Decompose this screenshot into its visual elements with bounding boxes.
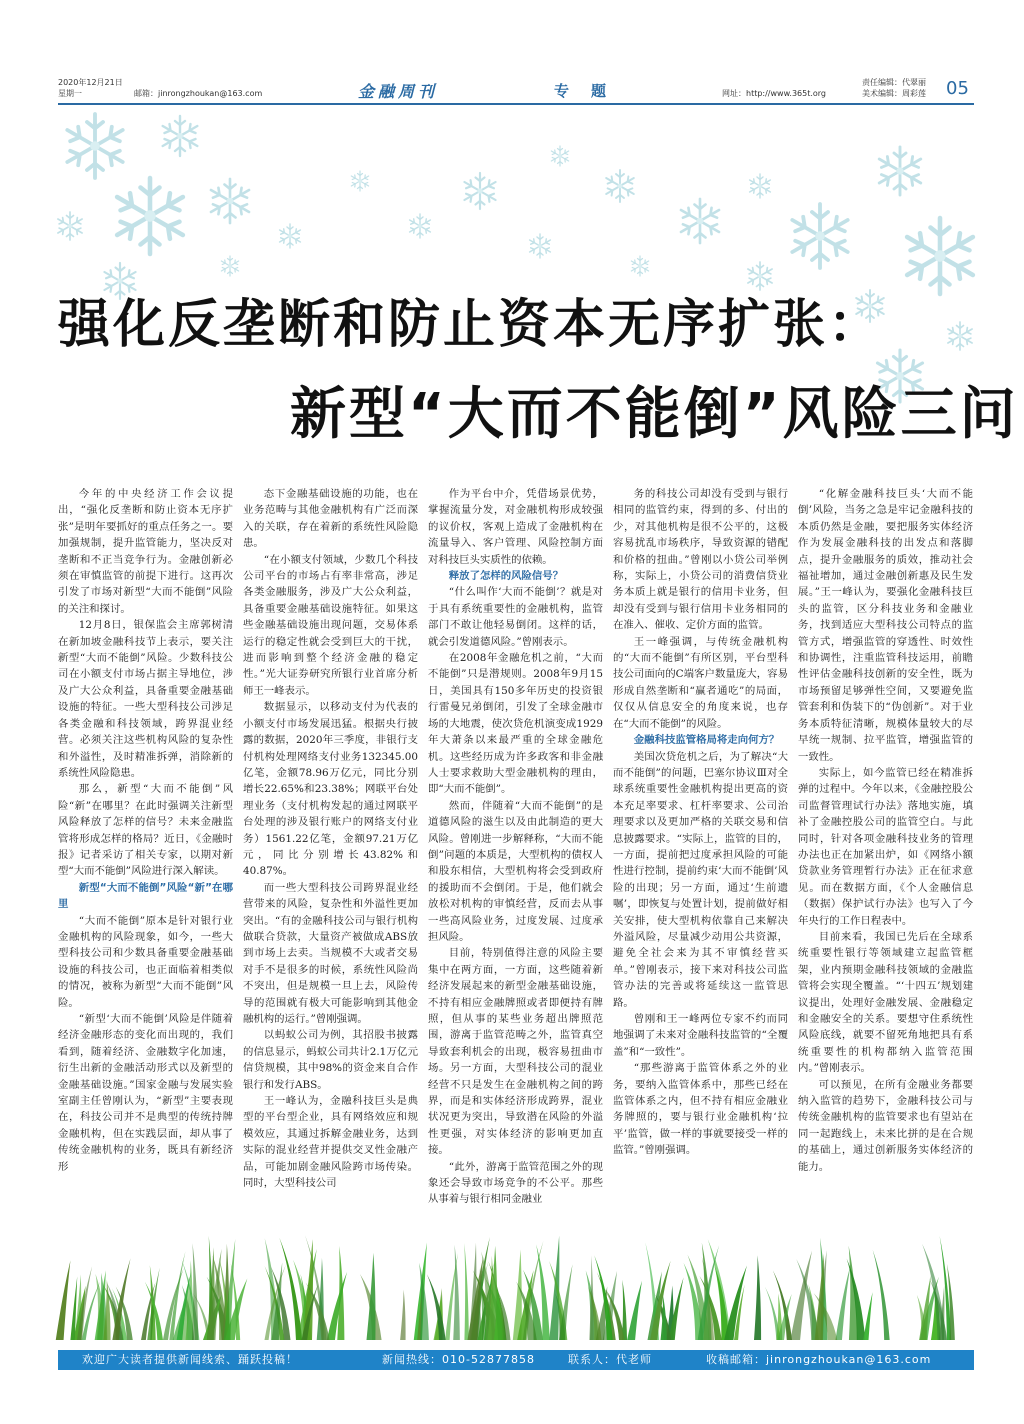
article-paragraph: 实际上，如今监管已经在精准拆弹的过程中。今年以来，《金融控股公司监督管理试行办法》落地实施，填补了金融控股公司的监管空白。与此同时，针对各项金融科技业务的管理办法也正在加紧出炉，如《网络小额贷款业务管理暂行办法》正在征求意见。而在数据方面，《个人金融信息（数据）保护试行办法》也写入了今年央行的工作日程表中。 [798,766,973,927]
article-paragraph: 数据显示，以移动支付为代表的小额支付市场发展迅猛。根据央行披露的数据，2020年三季度，非银行支付机构处理网络支付业务132345.00亿笔，金额78.96万亿元，同比分别增长22.65%和23.38%；网联平台处理业务（支付机构发起的通过网联平台处理的涉及银行账户的网络支付业务）1561.22亿笔，金额97.21万亿元，同比分别增长43.82%和40.87%。 [243,701,418,878]
article-paragraph: 务的科技公司却没有受到与银行相同的监管约束，得到的多、付出的少，对其他机构是很不公平的，这极容易扰乱市场秩序，导致资源的错配和价格的扭曲。”曾刚以小贷公司举例称，实际上，小贷公司的消费信贷业务本质上就是银行的信用卡业务，但却没有受到与银行信用卡业务相同的在准入、催收、定价方面的监管。 [613,488,788,632]
article-paragraph: 目前来看，我国已先后在全球系统重要性银行等领域建立起监管框架，业内预期金融科技领域的金融监管将会实现全覆盖。“‘十四五’规划建议提出，处理好金融发展、金融稳定和金融安全的关系。要想守住系统性风险底线，就要不留死角地把具有系统重要性的机构都纳入监管范围内。”曾刚表示。 [798,930,973,1075]
grass-blade [400,1290,405,1340]
article-paragraph: 王一峰强调，与传统金融机构的“大而不能倒”有所区别，平台型科技公司面向的C端客户数量庞大，容易形成自然垄断和“赢者通吃”的局面，仅仅从信息安全的角度来说，也存在“大而不能倒”的风险。 [613,635,788,730]
section-subheading: 新型“大而不能倒”风险“新”在哪里 [58,881,233,911]
page-number: 05 [946,78,969,99]
grass-blade [192,1243,198,1340]
grass-blade [453,1245,460,1340]
grass-blade [56,1260,71,1340]
article-paragraph: “大而不能倒”原本是针对银行业金融机构的风险现象，如今，一些大型科技公司和少数具备重要金融基础设施的科技公司，也正面临着相类似的情况，被称为新型“大而不能倒”风险。 [58,914,233,1009]
header-rule [58,103,974,105]
header-editor: 责任编辑：代翠丽 [862,78,926,87]
article-paragraph: 目前，特别值得注意的风险主要集中在两方面，一方面，这些随着新经济发展起来的新型金融基础设施，不持有相应金融牌照或者即便持有牌照，但从事的某些业务超出牌照范围，游离于监管范畴之外，监管真空导致套利机会的出现，极容易扭曲市场。另一方面，大型科技公司的混业经营不只是发生在金融机构之间的跨界，而是和实体经济形成跨界，混业状况更为突出，导致潜在风险的外溢性更强，对实体经济的影响更加直接。 [428,947,603,1157]
article-paragraph: “什么叫作‘大而不能倒’？就是对于具有系统重要性的金融机构，监管部门不敢让他轻易倒闭。这样的话，就会引发道德风险。”曾刚表示。 [428,586,603,648]
article-paragraph: 美国次贷危机之后，为了解决“大而不能倒”的问题，巴塞尔协议Ⅲ对全球系统重要性金融机构提出更高的资本充足率要求、杠杆率要求、公司治理要求以及更加严格的关联交易和信息披露要求。“实际上，监管的目的，一方面，提前把过度承担风险的可能性进行控制，提前约束‘大而不能倒’风险的出现；另一方面，通过‘生前遗嘱’，即恢复与处置计划，提前做好相关安排，使大型机构依靠自己来解决外溢风险，尽量减少动用公共资源，避免全社会来为其不审慎经营买单。”曾刚表示，接下来对科技公司监管办法的完善或将延续这一监管思路。 [613,750,788,1009]
header-section: 专题 [554,82,629,100]
footer-slogan: 欢迎广大读者提供新闻线索、踊跃投稿！ [82,1353,298,1366]
section-subheading: 释放了怎样的风险信号？ [448,570,564,583]
grass-blade [627,1281,642,1340]
header-art-editor: 美术编辑：周彩莲 [862,89,926,98]
grass-decoration [0,1230,1024,1340]
article-body [58,486,974,1206]
article-paragraph: “那些游离于监管体系之外的业务，要纳入监管体系中，那些已经在监管体系之内，但不持有相应金融业务牌照的，要与银行业金融机构‘拉平’监管，做一样的事就要接受一样的监管。”曾刚强调。 [613,1062,788,1157]
header-date: 2020年12月21日 [58,78,123,87]
article-paragraph: 作为平台中介，凭借场景优势，掌握流量分发，对金融机构形成较强的议价权，客观上造成了金融机构在流量导入、客户管理、风险控制方面对科技巨头实质性的依赖。 [428,488,603,566]
article-paragraph: “新型‘大而不能倒’风险是伴随着经济金融形态的变化而出现的，我们看到，随着经济、金融数字化加速，衍生出新的金融活动形式以及新型的金融基础设施。”国家金融与发展实验室副主任曾刚认为，“新型”主要表现在，科技公司并不是典型的传统持牌金融机构，但在实践层面，却从事了传统金融机构的业务，既具有新经济形 [58,1013,233,1173]
footer-contact: 联系人：代老师 [568,1353,652,1366]
header-weekday: 星期一 [58,89,82,98]
footer-bar [58,1350,974,1370]
footer-email: 收稿邮箱：jinrongzhoukan@163.com [706,1353,932,1366]
header-website: 网址：http://www.365t.org [722,89,827,98]
article-paragraph: 曾刚和王一峰两位专家不约而同地强调了未来对金融科技监管的“全覆盖”和“一致性”。 [613,1013,788,1058]
article-paragraph: 态下金融基础设施的功能，也在业务范畴与其他金融机构有广泛而深入的关联，存在着新的系统性风险隐患。 [243,488,418,550]
grass-blade [835,1265,850,1340]
grass-blade [464,1243,469,1340]
snowflake-icon [58,114,973,402]
section-subheading: 金融科技监管格局将走向何方？ [633,734,780,747]
article-column-5 [798,486,973,1173]
article-column-4 [613,486,788,1157]
article-paragraph: 王一峰认为，金融科技巨头是典型的平台型企业，具有网络效应和规模效应，其通过拆解金融业务，达到实际的混业经营并提供交叉性金融产品，可能加剧金融风险跨市场传染。同时，大型科技公司 [243,1095,418,1190]
article-paragraph: 今年的中央经济工作会议提出，“强化反垄断和防止资本无序扩张”是明年要抓好的重点任务之一。要加强规制，提升监管能力，坚决反对垄断和不正当竞争行为。金融创新必须在审慎监管的前提下进行。这再次引发了市场对新型“大而不能倒”风险的关注和探讨。 [58,488,233,615]
header-email: 邮箱：jinrongzhoukan@163.com [134,89,263,98]
article-paragraph: 在2008年金融危机之前，“大而不能倒”只是潜规则。2008年9月15日，美国具有150多年历史的投资银行雷曼兄弟倒闭，引发了全球金融市场的大地震，使次贷危机演变成1929年大萧条以来最严重的全球金融危机。这些经历成为许多政客和非金融人士要求救助大型金融机构的理由，即“大而不能倒”。 [428,652,603,796]
grass-blade [622,1280,627,1340]
grass-blade [724,1265,747,1340]
article-paragraph: 而一些大型科技公司跨界混业经营带来的风险，复杂性和外溢性更加突出。“有的金融科技公司与银行机构做联合贷款，大量资产被做成ABS放到市场上去卖。当规模不大或者交易对手不是很多的时候，系统性风险尚不突出，但是规模一旦上去，风险传导的范围就有极大可能影响到其他金融机构的运行。”曾刚强调。 [243,881,418,1025]
article-column-2 [243,486,418,1190]
grass-blade [873,1250,890,1340]
header-brand: 金融周刊 [358,82,439,101]
headline-line-1: 强化反垄断和防止资本无序扩张： [58,295,884,355]
article-paragraph: 可以预见，在所有金融业务都要纳入监管的趋势下，金融科技公司与传统金融机构的监管要求也有望站在同一起跑线上，未来比拼的是在合规的基础上，通过创新服务实体经济的能力。 [798,1078,973,1173]
grass-blade [863,1292,872,1340]
footer-hotline: 新闻热线：010-52877858 [382,1353,535,1366]
grass-blade [754,1255,761,1340]
article-column-1 [58,486,233,1173]
article-paragraph: 然而，伴随着“大而不能倒”的是道德风险的滋生以及由此制造的更大风险。曾刚进一步解释称，“大而不能倒”问题的本质是，大型机构的债权人和股东相信，大型机构将会受到政府的援助而不会倒闭。于是，他们就会放松对机构的审慎经营，反而去从事一些高风险业务，过度发展、过度承担风险。 [428,799,603,943]
page-header [58,78,974,104]
article-paragraph: “化解金融科技巨头‘大而不能倒’风险，当务之急是牢记金融科技的本质仍然是金融，要把服务实体经济作为发展金融科技的出发点和落脚点，提升金融服务的质效，推动社会福祉增加，通过金融创新惠及民生发展。”王一峰认为，要强化金融科技巨头的监管，区分科技业务和金融业务，找到适应大型科技公司特点的监管方式，增强监管的穿透性、时效性和协调性，注重监管科技运用，前瞻性评估金融科技创新的安全性，既为市场预留足够弹性空间，又要避免监管套利和伪装下的“伪创新”。对于业务本质特征清晰，规模体量较大的尽早统一规制、拉平监管，增强监管的一致性。 [798,488,973,763]
article-paragraph: “此外，游离于监管范围之外的现象还会导致市场竞争的不公平。那些从事着与银行相同金融业 [428,1160,603,1206]
article-paragraph: 那么，新型“大而不能倒”风险“新”在哪里？在此时强调关注新型风险释放了怎样的信号？未来金融监管将形成怎样的格局？近日，《金融时报》记者采访了相关专家，以期对新型“大而不能倒”风险进行深入解读。 [58,783,233,878]
headline-line-2: 新型“大而不能倒”风险三问 [290,382,1019,447]
article-paragraph: 以蚂蚁公司为例，其招股书披露的信息显示，蚂蚁公司共计2.1万亿元信贷规模，其中98%的资金来自合作银行和发行ABS。 [243,1029,418,1091]
article-paragraph: “在小额支付领域，少数几个科技公司平台的市场占有率非常高，涉足各类金融服务，涉及广大公众利益，具备重要金融基础设施特征。如果这些金融基础设施出现问题，交易体系运行的稳定性就会受到巨大的干扰，进而影响到整个经济金融的稳定性。”光大证券研究所银行业首席分析师王一峰表示。 [243,553,418,697]
article-paragraph: 12月8日，银保监会主席郭树清在新加坡金融科技节上表示，要关注新型“大而不能倒”风险。少数科技公司在小额支付市场占据主导地位，涉及广大公众利益，具备重要金融基础设施的特征。一些大型科技公司涉足各类金融和科技领域，跨界混业经营。必须关注这些机构风险的复杂性和外溢性，及时精准拆弹，消除新的系统性风险隐患。 [58,619,233,779]
article-column-3 [428,486,603,1206]
